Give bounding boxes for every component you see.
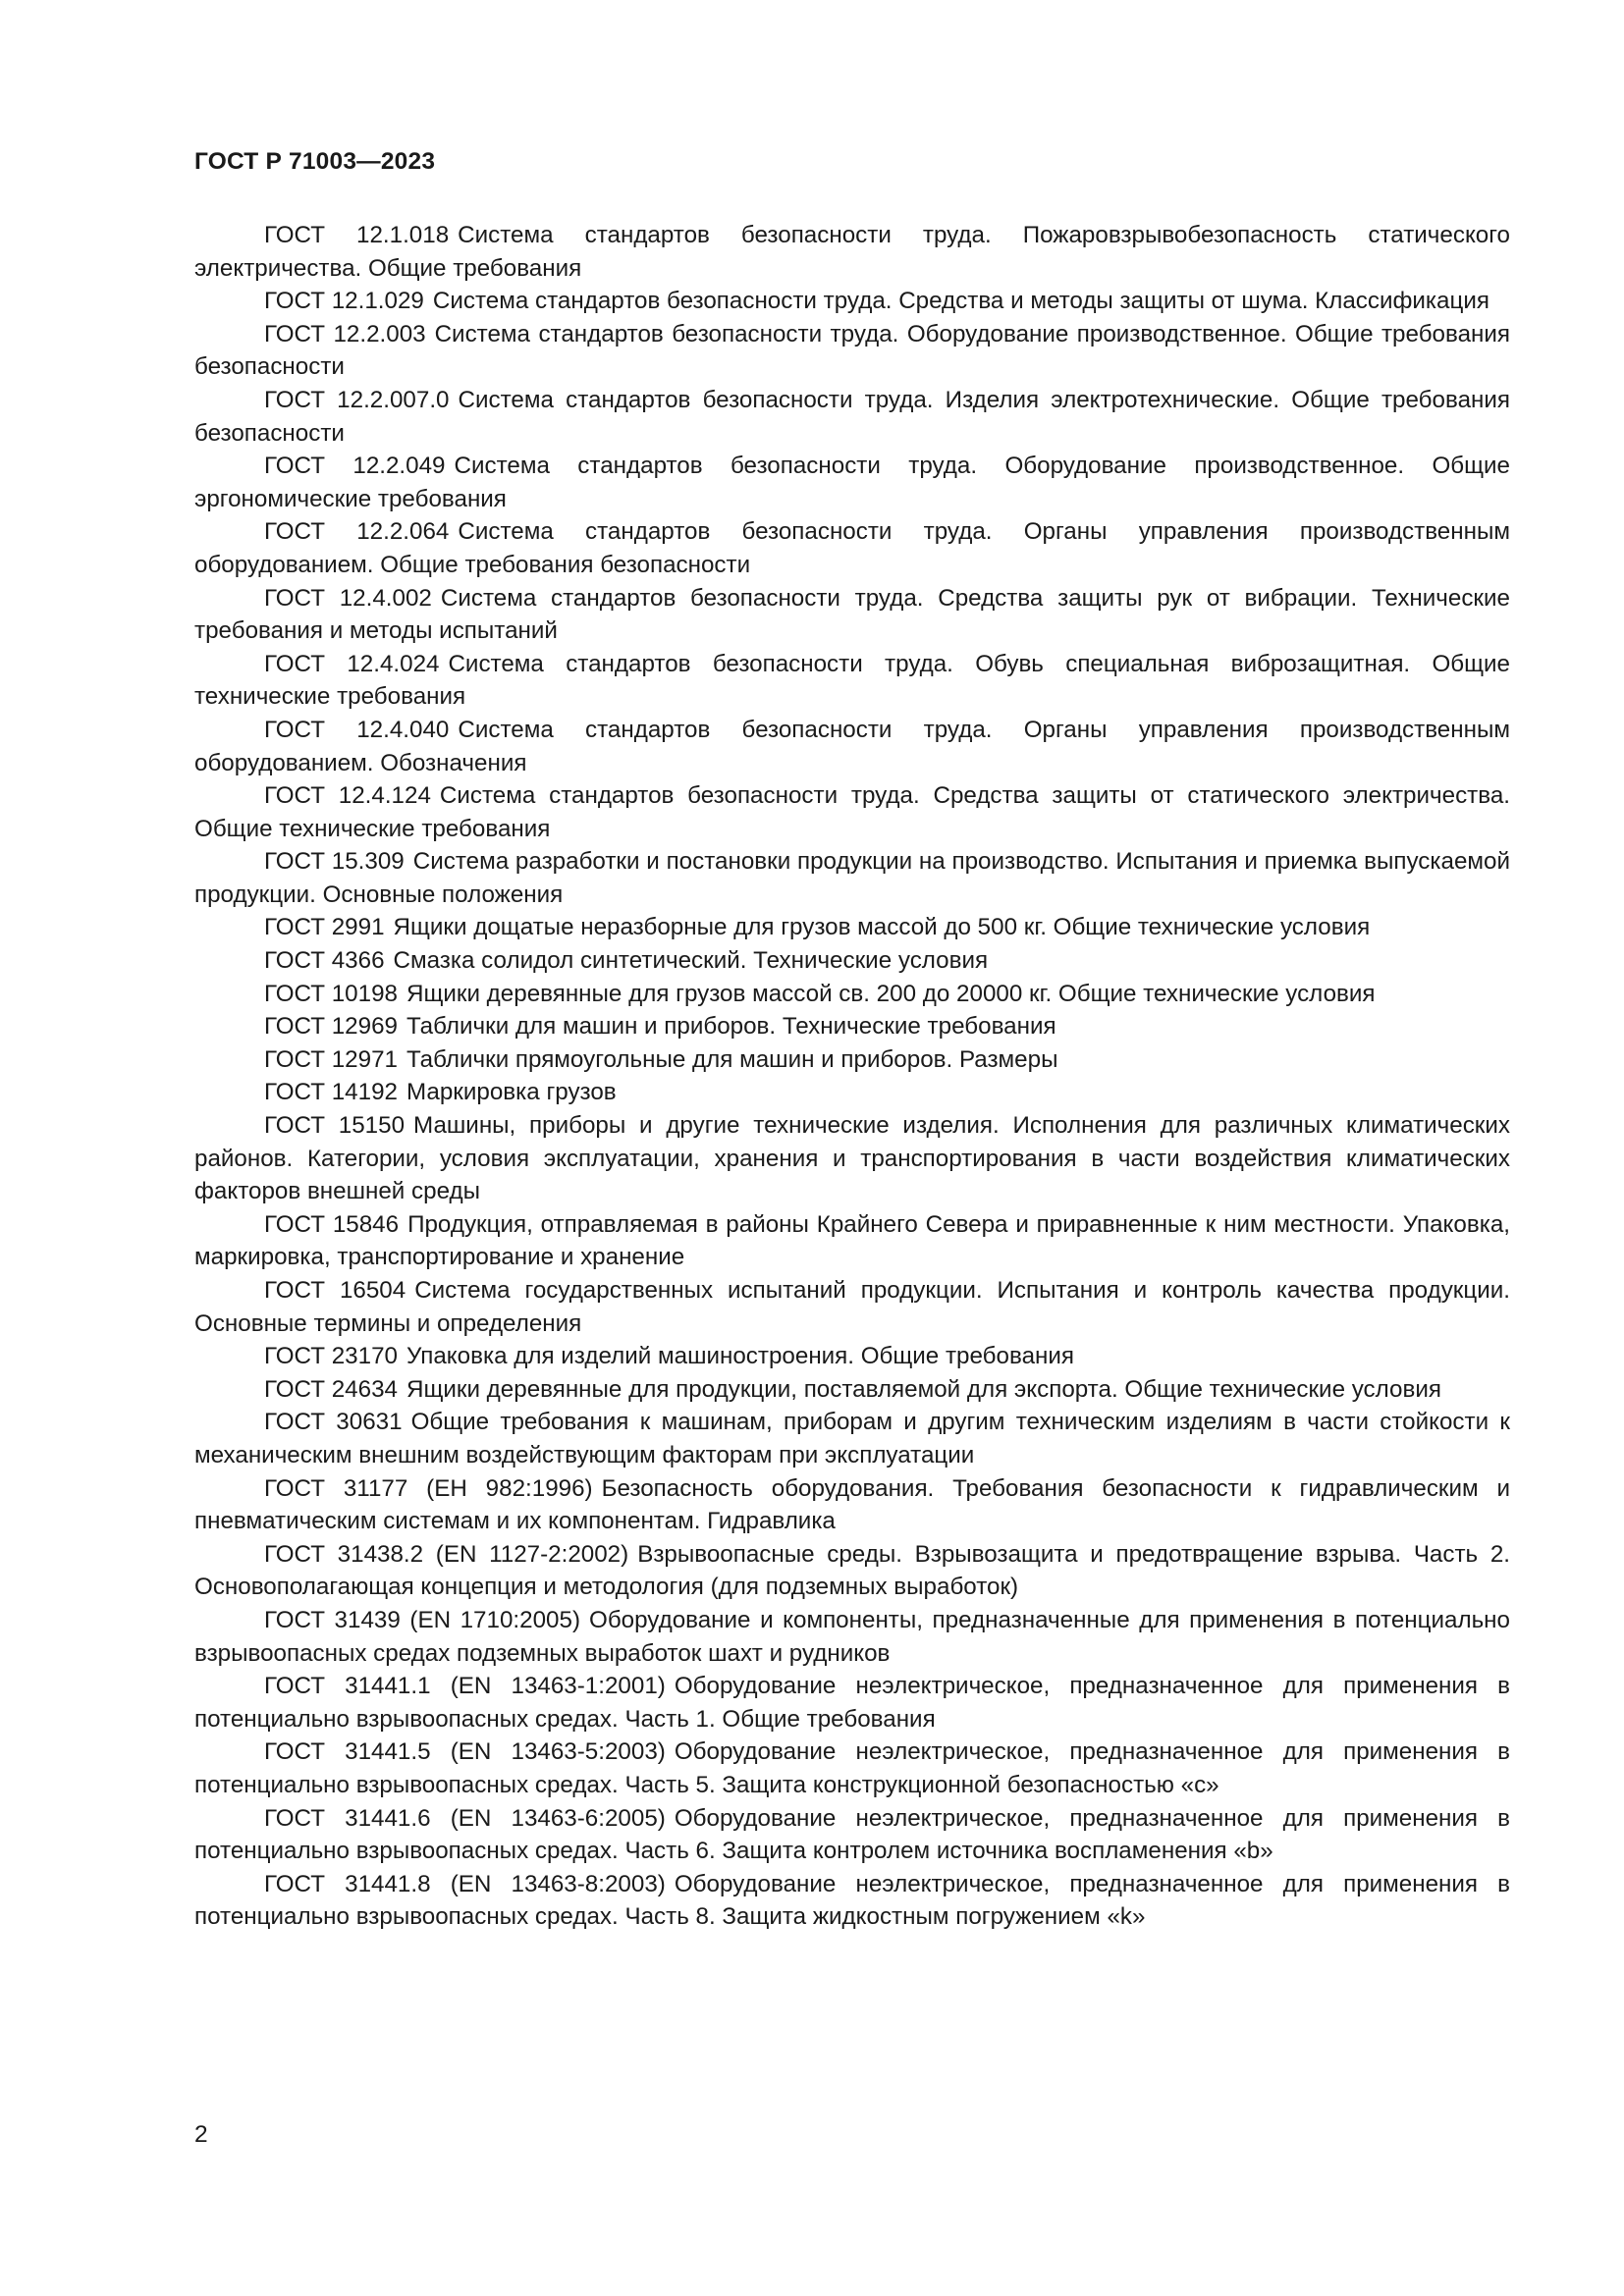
reference-item [194, 1538, 1510, 1604]
reference-title: Система стандартов безопасности труда. Оборудование производственное. Общие эргономические требования [194, 453, 1510, 512]
reference-title: Продукция, отправляемая в районы Крайнего Севера и приравненные к ним местности. Упаковка, маркировка, транспортирование и хранение [194, 1210, 1510, 1271]
reference-item [194, 1109, 1510, 1208]
reference-item [194, 1472, 1510, 1538]
reference-code: ГОСТ 12.2.003 [264, 320, 426, 347]
reference-item [194, 384, 1510, 450]
reference-item [194, 582, 1510, 648]
reference-title: Упаковка для изделий машиностроения. Общие требования [406, 1343, 1074, 1370]
reference-title: Оборудование неэлектрическое, предназначенное для применения в потенциально взрывоопасных средах. Часть 5. Защита конструкционной безопасностью «c» [194, 1738, 1510, 1798]
reference-code: ГОСТ 12.4.002 [264, 584, 432, 612]
reference-item [194, 1735, 1510, 1801]
reference-item [194, 1406, 1510, 1471]
reference-code: ГОСТ 31441.1 (EN 13463-1:2001) [264, 1673, 666, 1700]
reference-code: ГОСТ 12.2.064 [264, 518, 450, 546]
reference-code: ГОСТ 15846 [264, 1210, 400, 1238]
reference-title: Ящики деревянные для продукции, поставляемой для экспорта. Общие технические условия [406, 1375, 1441, 1403]
reference-code: ГОСТ 31438.2 (EN 1127-2:2002) [264, 1540, 629, 1568]
reference-title: Оборудование и компоненты, предназначенные для применения в потенциально взрывоопасных средах подземных выработок шахт и рудников [194, 1606, 1510, 1667]
reference-title: Маркировка грузов [406, 1079, 617, 1106]
reference-item [194, 1604, 1510, 1670]
normative-references-list [194, 219, 1510, 1934]
reference-title: Оборудование неэлектрическое, предназначенное для применения в потенциально взрывоопасных средах. Часть 8. Защита жидкостным погружением «k» [194, 1870, 1510, 1931]
reference-title: Общие требования к машинам, приборам и другим техническим изделиям в части стойкости к механическим внешним воздействующим факторам при эксплуатации [194, 1409, 1510, 1468]
reference-item [194, 219, 1510, 285]
reference-code: ГОСТ 12.4.040 [264, 716, 450, 743]
reference-item [194, 1340, 1510, 1373]
reference-item [194, 1076, 1510, 1109]
reference-code: ГОСТ 12969 [264, 1013, 398, 1041]
reference-code: ГОСТ 31441.6 (EN 13463-6:2005) [264, 1804, 666, 1832]
reference-title: Машины, приборы и другие технические изделия. Исполнения для различных климатических районов. Категории, условия эксплуатации, хранения и транспортирования в части воздействия климатических факторов внешней среды [194, 1112, 1510, 1205]
reference-code: ГОСТ 12.2.007.0 [264, 386, 450, 413]
reference-code: ГОСТ 31441.8 (EN 13463-8:2003) [264, 1870, 666, 1897]
reference-title: Смазка солидол синтетический. Технические условия [393, 947, 989, 975]
reference-item [194, 1802, 1510, 1868]
reference-code: ГОСТ 31177 (ЕН 982:1996) [264, 1474, 593, 1502]
reference-title: Таблички для машин и приборов. Технические требования [406, 1013, 1056, 1041]
reference-item [194, 1043, 1510, 1077]
reference-code: ГОСТ 30631 [264, 1409, 403, 1436]
reference-code: ГОСТ 2991 [264, 914, 385, 941]
reference-code: ГОСТ 15150 [264, 1112, 406, 1140]
reference-title: Оборудование неэлектрическое, предназначенное для применения в потенциально взрывоопасных средах. Часть 1. Общие требования [194, 1673, 1510, 1733]
reference-title: Система стандартов безопасности труда. Средства и методы защиты от шума. Классификация [432, 288, 1489, 315]
reference-item [194, 1373, 1510, 1407]
reference-code: ГОСТ 31441.5 (EN 13463-5:2003) [264, 1738, 666, 1766]
reference-item [194, 515, 1510, 581]
reference-item [194, 1274, 1510, 1340]
page-number: 2 [194, 2121, 208, 2148]
reference-item [194, 318, 1510, 384]
reference-code: ГОСТ 14192 [264, 1079, 398, 1106]
reference-title: Взрывоопасные среды. Взрывозащита и предотвращение взрыва. Часть 2. Основополагающая концепция и методология (для подземных выработок) [194, 1540, 1511, 1601]
reference-code: ГОСТ 12971 [264, 1045, 398, 1073]
reference-title: Ящики деревянные для грузов массой св. 200 до 20000 кг. Общие технические условия [406, 980, 1376, 1007]
reference-title: Оборудование неэлектрическое, предназначенное для применения в потенциально взрывоопасных средах. Часть 6. Защита контролем источника воспламенения «b» [194, 1804, 1510, 1865]
reference-title: Система стандартов безопасности труда. Органы управления производственным оборудованием. Обозначения [194, 716, 1510, 776]
reference-code: ГОСТ 15.309 [264, 848, 405, 876]
reference-item [194, 1208, 1510, 1274]
reference-item [194, 845, 1510, 911]
reference-title: Система стандартов безопасности труда. Обувь специальная виброзащитная. Общие технические требования [194, 650, 1510, 711]
reference-title: Система стандартов безопасности труда. Пожаровзрывобезопасность статического электричества. Общие требования [194, 222, 1510, 282]
reference-item [194, 911, 1510, 944]
reference-item [194, 1010, 1510, 1043]
reference-item [194, 1670, 1510, 1735]
reference-title: Система государственных испытаний продукции. Испытания и контроль качества продукции. Основные термины и определения [194, 1277, 1510, 1337]
reference-title: Система стандартов безопасности труда. Средства защиты от статического электричества. Общие технические требования [194, 782, 1510, 842]
document-header: ГОСТ Р 71003—2023 [194, 148, 436, 175]
reference-item [194, 1868, 1510, 1934]
reference-code: ГОСТ 12.4.024 [264, 650, 440, 677]
reference-code: ГОСТ 12.1.029 [264, 288, 424, 315]
reference-item [194, 714, 1510, 779]
reference-title: Система стандартов безопасности труда. Средства защиты рук от вибрации. Технические требования и методы испытаний [194, 584, 1510, 645]
reference-code: ГОСТ 12.4.124 [264, 782, 431, 810]
reference-title: Система стандартов безопасности труда. Органы управления производственным оборудованием. Общие требования безопасности [194, 518, 1510, 578]
reference-code: ГОСТ 12.1.018 [264, 222, 450, 248]
reference-item [194, 648, 1510, 714]
reference-item [194, 285, 1510, 318]
reference-code: ГОСТ 12.2.049 [264, 453, 446, 480]
reference-code: ГОСТ 24634 [264, 1375, 398, 1403]
reference-code: ГОСТ 31439 (EN 1710:2005) [264, 1606, 580, 1633]
reference-title: Система стандартов безопасности труда. Оборудование производственное. Общие требования безопасности [194, 320, 1510, 381]
reference-title: Ящики дощатые неразборные для грузов массой до 500 кг. Общие технические условия [393, 914, 1371, 941]
reference-code: ГОСТ 10198 [264, 980, 398, 1007]
reference-code: ГОСТ 16504 [264, 1277, 406, 1304]
reference-title: Таблички прямоугольные для машин и приборов. Размеры [406, 1045, 1058, 1073]
reference-title: Безопасность оборудования. Требования безопасности к гидравлическим и пневматическим системам и их компонентам. Гидравлика [194, 1474, 1510, 1535]
reference-title: Система стандартов безопасности труда. Изделия электротехнические. Общие требования безопасности [194, 386, 1510, 447]
reference-code: ГОСТ 23170 [264, 1343, 398, 1370]
reference-item [194, 779, 1510, 845]
reference-code: ГОСТ 4366 [264, 947, 385, 975]
reference-item [194, 450, 1510, 515]
reference-item [194, 978, 1510, 1011]
reference-title: Система разработки и постановки продукции на производство. Испытания и приемка выпускаемой продукции. Основные положения [194, 848, 1510, 908]
reference-item [194, 944, 1510, 978]
